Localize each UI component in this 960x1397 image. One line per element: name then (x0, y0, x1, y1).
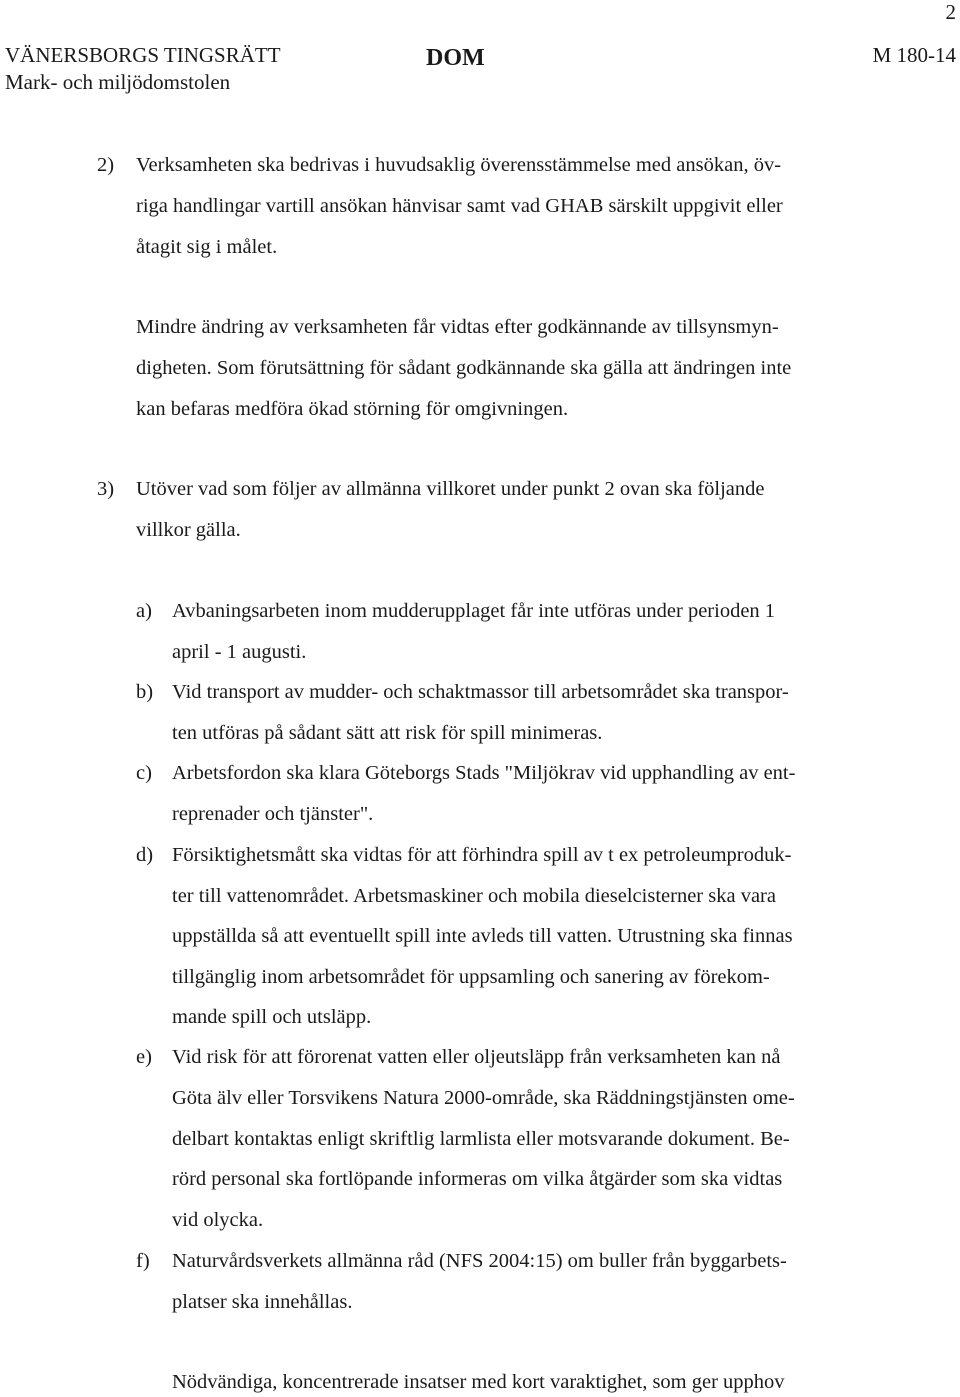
item-text-line: Verksamheten ska bedrivas i huvudsaklig överensstämmelse med ansökan, öv- (136, 154, 782, 176)
subitem-marker: f) (136, 1250, 150, 1272)
subitem-text-line: Försiktighetsmått ska vidtas för att förhindra spill av t ex petroleumproduk- (172, 844, 792, 866)
item-text-line: Utöver vad som följer av allmänna villkoret under punkt 2 ovan ska följande (136, 478, 765, 500)
item-text-line: digheten. Som förutsättning för sådant godkännande ska gälla att ändringen inte (136, 357, 792, 379)
item-marker: 3) (97, 478, 115, 500)
page-number: 2 (945, 0, 956, 24)
subitem-text-line: delbart kontaktas enligt skriftlig larmlista eller motsvarande dokument. Be- (172, 1128, 790, 1150)
subitem-text-line: rörd personal ska fortlöpande informeras om vilka åtgärder som ska vidtas (172, 1168, 783, 1190)
subitem-text-line: reprenader och tjänster". (172, 803, 374, 825)
court-name: VÄNERSBORGS TINGSRÄTT (5, 43, 281, 67)
item-text-line: riga handlingar vartill ansökan hänvisar samt vad GHAB särskilt uppgivit eller (136, 195, 783, 217)
document-type: DOM (426, 45, 485, 71)
subitem-text-line: Vid transport av mudder- och schaktmassor till arbetsområdet ska transpor- (172, 681, 789, 703)
subitem-text-line: Vid risk för att förorenat vatten eller oljeutsläpp från verksamheten kan nå (172, 1046, 781, 1068)
subitem-text-line: Naturvårdsverkets allmänna råd (NFS 2004:15) om buller från byggarbets- (172, 1250, 787, 1272)
subitem-text-line: tillgänglig inom arbetsområdet för uppsamling och sanering av förekom- (172, 966, 770, 988)
subitem-text-line: ten utföras på sådant sätt att risk för spill minimeras. (172, 722, 603, 744)
item-text-line: Mindre ändring av verksamheten får vidtas efter godkännande av tillsynsmyn- (136, 316, 779, 338)
subitem-marker: c) (136, 762, 152, 784)
court-division: Mark- och miljödomstolen (5, 70, 231, 94)
paragraph-text-line: Nödvändiga, koncentrerade insatser med kort varaktighet, som ger upphov (172, 1371, 785, 1393)
subitem-text-line: vid olycka. (172, 1209, 264, 1231)
subitem-marker: a) (136, 600, 152, 622)
subitem-marker: e) (136, 1046, 152, 1068)
subitem-text-line: ter till vattenområdet. Arbetsmaskiner och mobila dieselcisterner ska vara (172, 885, 776, 907)
subitem-text-line: april - 1 augusti. (172, 641, 307, 663)
subitem-text-line: mande spill och utsläpp. (172, 1006, 372, 1028)
case-number: M 180-14 (872, 43, 956, 67)
item-text-line: villkor gälla. (136, 519, 241, 541)
subitem-text-line: Göta älv eller Torsvikens Natura 2000-område, ska Räddningstjänsten ome- (172, 1087, 795, 1109)
subitem-text-line: Avbaningsarbeten inom mudderupplaget får inte utföras under perioden 1 (172, 600, 776, 622)
subitem-text-line: platser ska innehållas. (172, 1291, 353, 1313)
subitem-marker: b) (136, 681, 154, 703)
subitem-text-line: Arbetsfordon ska klara Göteborgs Stads "Miljökrav vid upphandling av ent- (172, 762, 796, 784)
subitem-text-line: uppställda så att eventuellt spill inte avleds till vatten. Utrustning ska finnas (172, 925, 793, 947)
item-marker: 2) (97, 154, 115, 176)
subitem-marker: d) (136, 844, 154, 866)
item-text-line: kan befaras medföra ökad störning för omgivningen. (136, 398, 569, 420)
item-text-line: åtagit sig i målet. (136, 236, 278, 258)
